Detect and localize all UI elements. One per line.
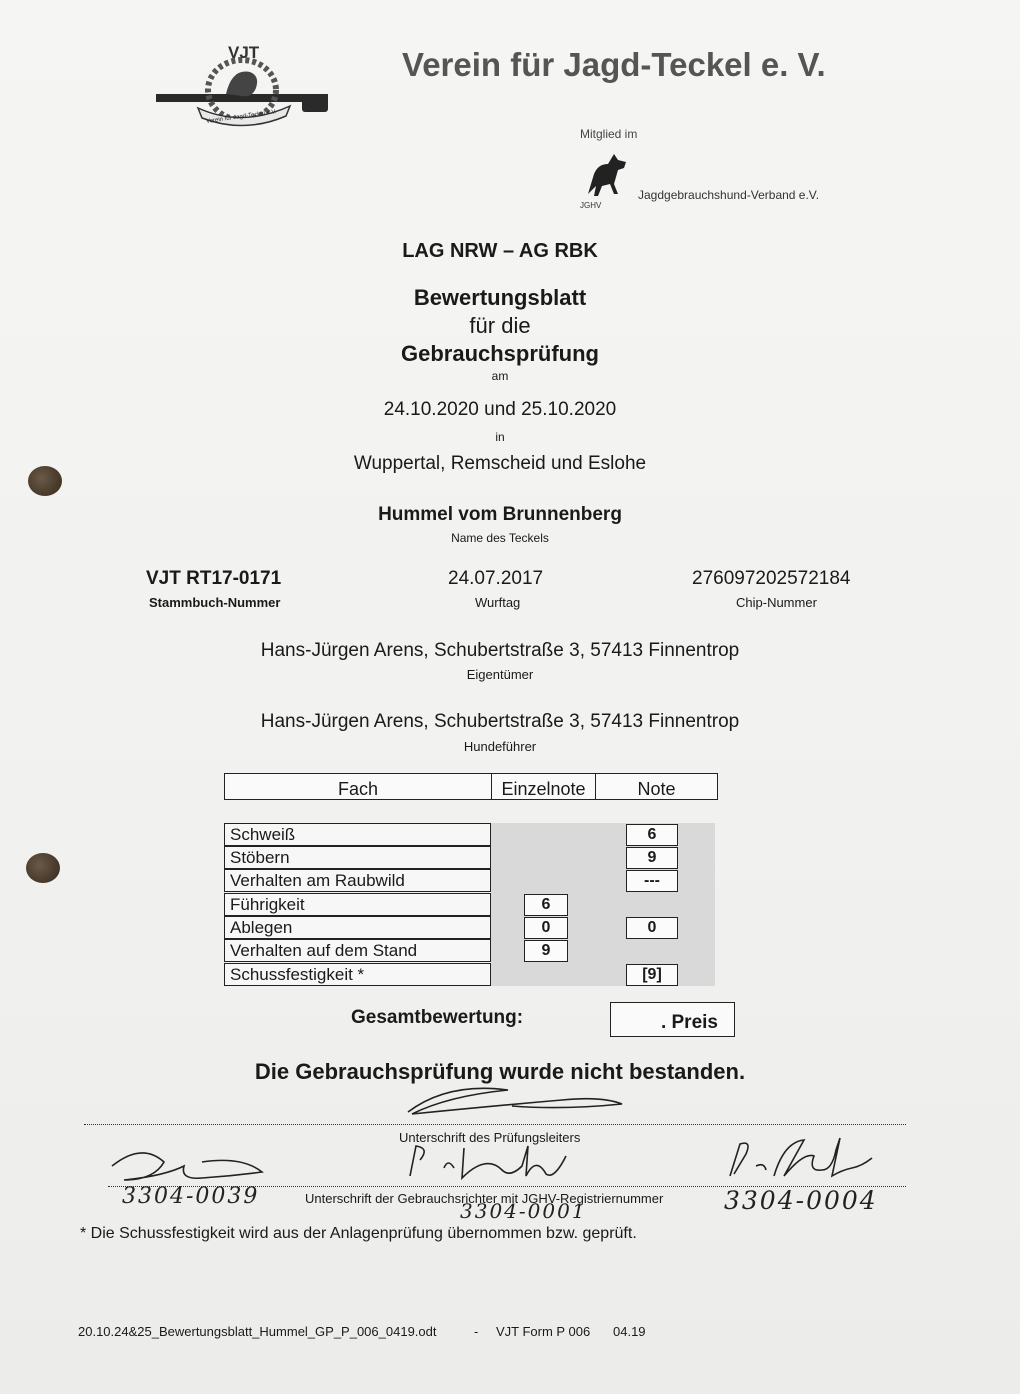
judge2-signature-scribble: [404, 1138, 584, 1182]
footnote: * Die Schussfestigkeit wird aus der Anlagenprüfung übernommen bzw. geprüft.: [80, 1225, 637, 1242]
dog-name-label: Name des Teckels: [451, 531, 549, 545]
note-schweiss: 6: [626, 824, 678, 846]
leader-signature-line: [84, 1124, 906, 1125]
judge3-number: 3304-0004: [724, 1186, 878, 1215]
table-row-fach: Verhalten auf dem Stand: [224, 939, 491, 962]
exam-dates: 24.10.2020 und 25.10.2020: [383, 399, 617, 420]
handler: Hans-Jürgen Arens, Schubertstraße 3, 57413 Finnentrop: [260, 711, 740, 732]
note-raubwild: ---: [626, 870, 678, 892]
judges-signature-label: Unterschrift der Gebrauchsrichter mit JGHV-Registriernummer: [305, 1191, 664, 1206]
judge1-number: 3304-0039: [122, 1184, 260, 1209]
jghv-logo: [576, 150, 636, 212]
result-statement: Die Gebrauchsprüfung wurde nicht bestanden.: [254, 1059, 746, 1084]
einzelnote-stand: 9: [524, 940, 568, 962]
chip-label: Chip-Nummer: [736, 595, 817, 610]
title-line-1: Bewertungsblatt: [413, 285, 587, 310]
owner-label: Eigentümer: [466, 667, 534, 682]
table-row-fach: Führigkeit: [224, 893, 491, 916]
exam-places: Wuppertal, Remscheid und Eslohe: [353, 453, 647, 474]
logo-ribbon-text: Verein für Jagd-Teckel e.V.: [205, 109, 278, 125]
handler-label: Hundeführer: [463, 739, 537, 754]
footer-version: 04.19: [613, 1324, 646, 1339]
judge3-signature-scribble: [722, 1136, 892, 1186]
einzelnote-ablegen: 0: [524, 917, 568, 939]
lag-heading: LAG NRW – AG RBK: [402, 240, 598, 262]
logo-letters: VJT: [228, 43, 260, 62]
table-row-fach: Verhalten am Raubwild: [224, 869, 491, 892]
vjt-logo: [152, 42, 332, 134]
member-label: Mitglied im: [580, 127, 638, 141]
chip-number: 276097202572184: [692, 568, 851, 589]
table-header-note: Note: [595, 773, 718, 800]
table-row-fach: Schussfestigkeit *: [224, 963, 491, 986]
dog-name: Hummel vom Brunnenberg: [378, 504, 622, 525]
in-label: in: [495, 430, 505, 444]
note-stoebern: 9: [626, 847, 678, 869]
stammbuch-label: Stammbuch-Nummer: [149, 595, 281, 610]
table-row-fach: Stöbern: [224, 846, 491, 869]
preis-value: . Preis: [660, 1012, 718, 1033]
title-line-3: Gebrauchsprüfung: [400, 341, 599, 366]
footer-form: VJT Form P 006: [496, 1324, 591, 1339]
judge1-signature-scribble: [108, 1142, 268, 1188]
leader-signature-scribble: [398, 1082, 638, 1122]
note-schussfestigkeit: [9]: [626, 964, 678, 986]
preis-box: [610, 1002, 735, 1037]
member-org: Jagdgebrauchshund-Verband e.V.: [638, 188, 820, 202]
leader-signature-label: Unterschrift des Prüfungsleiters: [399, 1130, 581, 1145]
org-title: Verein für Jagd-Teckel e. V.: [402, 46, 826, 83]
footer-filename: 20.10.24&25_Bewertungsblatt_Hummel_GP_P_006_0419.odt: [78, 1324, 437, 1339]
table-row-fach: Schweiß: [224, 823, 491, 846]
wurftag-label: Wurftag: [475, 595, 521, 610]
table-header-fach: Fach: [224, 773, 492, 800]
punch-hole-bottom: [26, 853, 60, 883]
einzelnote-fuehrigkeit: 6: [524, 894, 568, 916]
title-line-2: für die: [469, 313, 531, 338]
judge2-number: 3304-0001: [460, 1199, 587, 1223]
gesamt-label: Gesamtbewertung:: [351, 1007, 524, 1028]
owner: Hans-Jürgen Arens, Schubertstraße 3, 57413 Finnentrop: [260, 640, 740, 661]
note-ablegen: 0: [626, 917, 678, 939]
jghv-logo-letters: JGHV: [580, 201, 602, 210]
table-row-fach: Ablegen: [224, 916, 491, 939]
am-label: am: [491, 369, 509, 383]
table-header-einzelnote: Einzelnote: [491, 773, 596, 800]
wurftag-date: 24.07.2017: [448, 568, 544, 589]
footer-separator: -: [474, 1324, 479, 1339]
stammbuch-number: VJT RT17-0171: [146, 568, 282, 589]
